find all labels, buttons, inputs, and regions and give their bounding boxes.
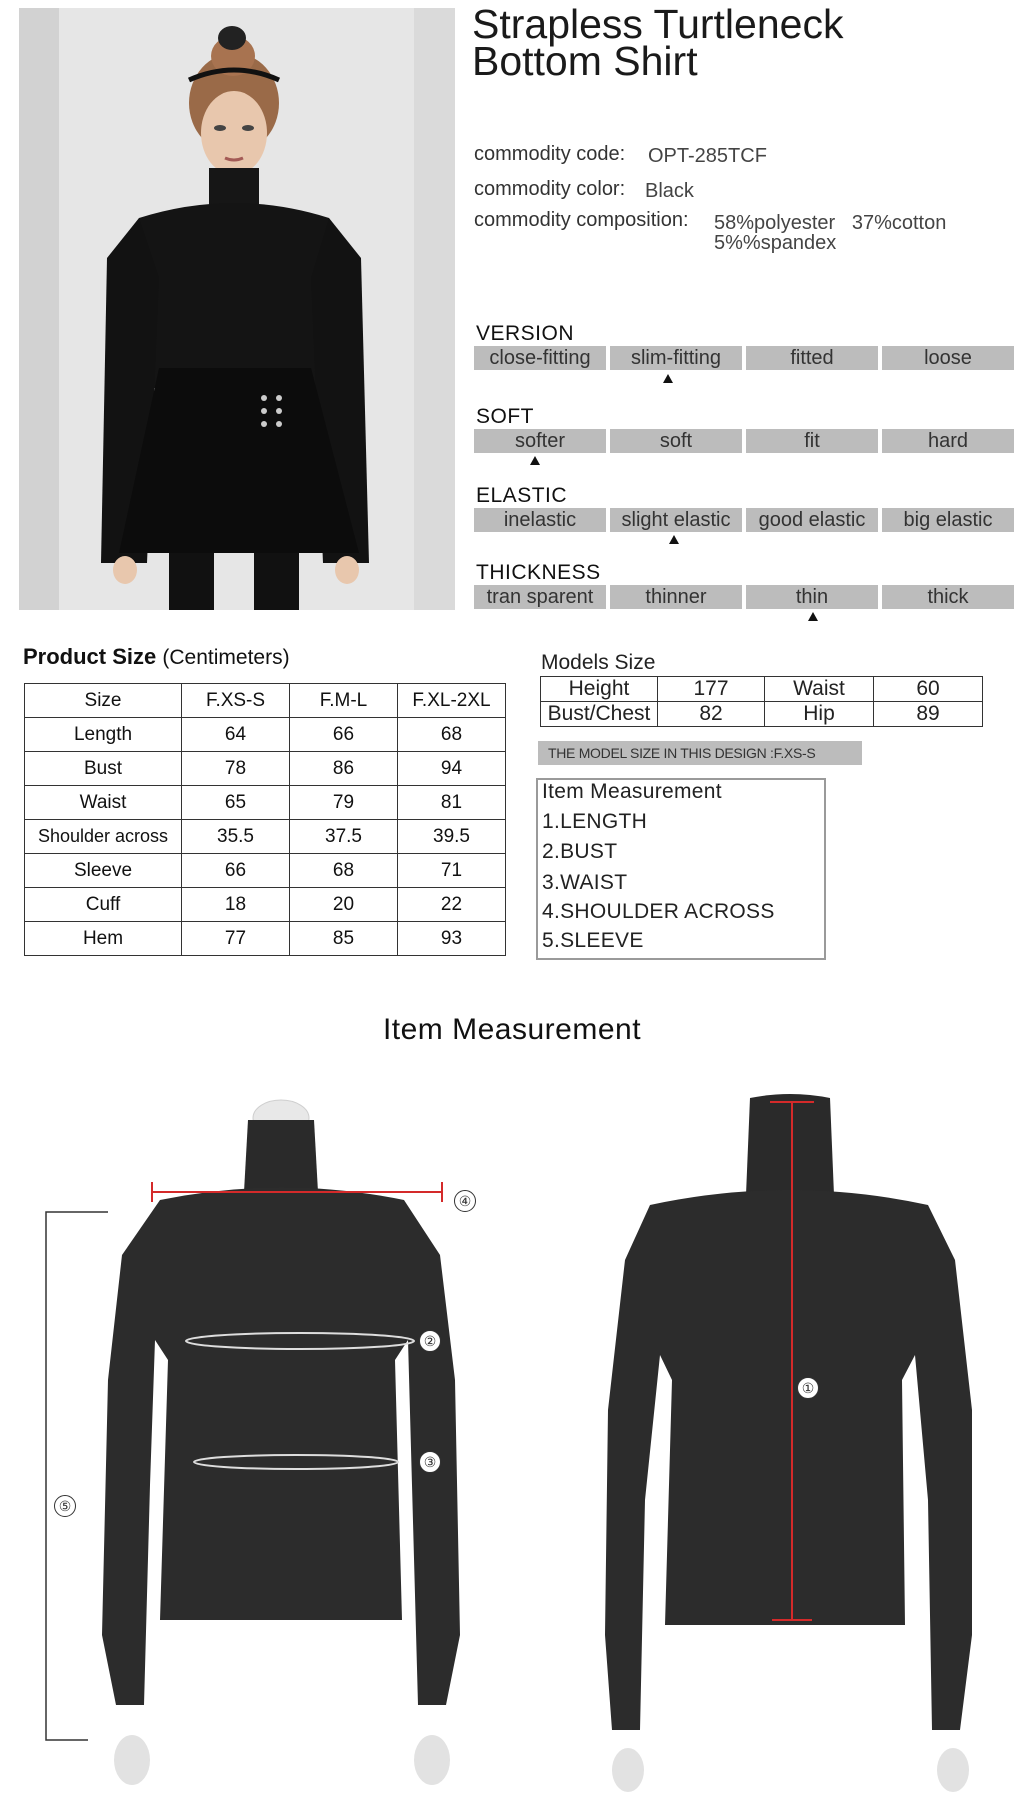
soft-option: fit [746,429,878,453]
table-cell: Height [541,677,658,702]
marker-4: ④ [454,1190,476,1212]
table-row [25,820,506,854]
item-measurement-box [536,778,826,960]
thickness-option: thinner [610,585,742,609]
table-row [25,854,506,888]
table-row [541,677,983,702]
models-size-table [540,676,983,727]
table-cell: Waist [765,677,874,702]
table-row [25,718,506,752]
attribute-scales [0,0,1024,640]
thickness-option: thick [882,585,1014,609]
table-row [25,752,506,786]
table-row [25,888,506,922]
commodity-code-label: commodity code: [474,143,626,165]
item-measurement-box-title: Item Measurement [542,780,722,803]
product-size-unit: (Centimeters) [162,646,290,669]
attr-version-label: VERSION [476,322,575,345]
table-cell: 39.5 [398,820,506,854]
model-size-note: THE MODEL SIZE IN THIS DESIGN :F.XS-S [538,741,862,765]
table-cell: 82 [658,702,765,727]
attr-thickness-label: THICKNESS [476,561,601,584]
table-cell: 68 [290,854,398,888]
table-cell: Bust/Chest [541,702,658,727]
thickness-option: tran sparent [474,585,606,609]
back-garment [605,1094,972,1792]
table-cell: Hem [25,922,182,956]
measurement-diagram [0,1080,1024,1795]
attr-elastic-label: ELASTIC [476,484,568,507]
table-cell: 78 [182,752,290,786]
table-cell: 20 [290,888,398,922]
table-cell: Waist [25,786,182,820]
marker-3: ③ [419,1451,441,1473]
version-option: slim-fitting [610,346,742,370]
table-cell: 89 [874,702,983,727]
table-cell: 71 [398,854,506,888]
table-cell: Bust [25,752,182,786]
front-garment [46,1100,460,1785]
table-cell: 81 [398,786,506,820]
measurement-item: 4.SHOULDER ACROSS [542,900,775,923]
table-cell: 60 [874,677,983,702]
table-cell: 79 [290,786,398,820]
table-cell: 37.5 [290,820,398,854]
version-option: loose [882,346,1014,370]
diagram-title: Item Measurement [382,1013,642,1046]
product-size-heading [23,644,290,670]
commodity-composition-label: commodity composition: [474,209,689,231]
table-cell: Length [25,718,182,752]
soft-option: hard [882,429,1014,453]
header-cell: F.XL-2XL [398,684,506,718]
commodity-color-label: commodity color: [474,178,626,200]
table-cell: 64 [182,718,290,752]
elastic-option: good elastic [746,508,878,532]
table-cell: 18 [182,888,290,922]
table-cell: 66 [182,854,290,888]
soft-option: soft [610,429,742,453]
table-cell: 94 [398,752,506,786]
elastic-option: big elastic [882,508,1014,532]
version-option: fitted [746,346,878,370]
table-cell: 65 [182,786,290,820]
table-cell: 85 [290,922,398,956]
marker-1: ① [797,1377,819,1399]
elastic-option: slight elastic [610,508,742,532]
thickness-option: thin [746,585,878,609]
table-header-row [25,684,506,718]
header-cell: F.M-L [290,684,398,718]
header-cell: Size [25,684,182,718]
attr-soft-label: SOFT [476,405,534,428]
table-row [25,786,506,820]
table-cell: Sleeve [25,854,182,888]
table-cell: Hip [765,702,874,727]
table-row [25,922,506,956]
table-cell: 177 [658,677,765,702]
commodity-code-value: OPT-285TCF [648,145,767,167]
commodity-composition-line-2: 5%%spandex [714,232,837,254]
measurement-item: 5.SLEEVE [542,929,644,952]
models-size-title: Models Size [541,651,656,674]
measurement-item: 1.LENGTH [542,810,648,833]
table-cell: 66 [290,718,398,752]
marker-2: ② [419,1330,441,1352]
elastic-option: inelastic [474,508,606,532]
table-cell: 93 [398,922,506,956]
measurement-item: 3.WAIST [542,871,628,894]
marker-5: ⑤ [54,1495,76,1517]
product-size-table [24,683,506,956]
soft-option: softer [474,429,606,453]
soft-selected-marker [530,456,540,465]
table-cell: Shoulder across [25,820,182,854]
table-row [541,702,983,727]
table-cell: 35.5 [182,820,290,854]
version-selected-marker [663,374,673,383]
product-title-line-2: Bottom Shirt [472,38,698,84]
product-title-line-1: Strapless Turtleneck [472,1,844,47]
elastic-selected-marker [669,535,679,544]
table-cell: 77 [182,922,290,956]
commodity-composition-line-1: 58%polyester 37%cotton [714,212,947,234]
thickness-selected-marker [808,612,818,621]
commodity-color-value: Black [645,180,694,202]
table-cell: 86 [290,752,398,786]
table-cell: 68 [398,718,506,752]
product-size-title: Product Size [23,644,157,669]
header-cell: F.XS-S [182,684,290,718]
version-option: close-fitting [474,346,606,370]
table-cell: Cuff [25,888,182,922]
measurement-item: 2.BUST [542,840,618,863]
table-cell: 22 [398,888,506,922]
